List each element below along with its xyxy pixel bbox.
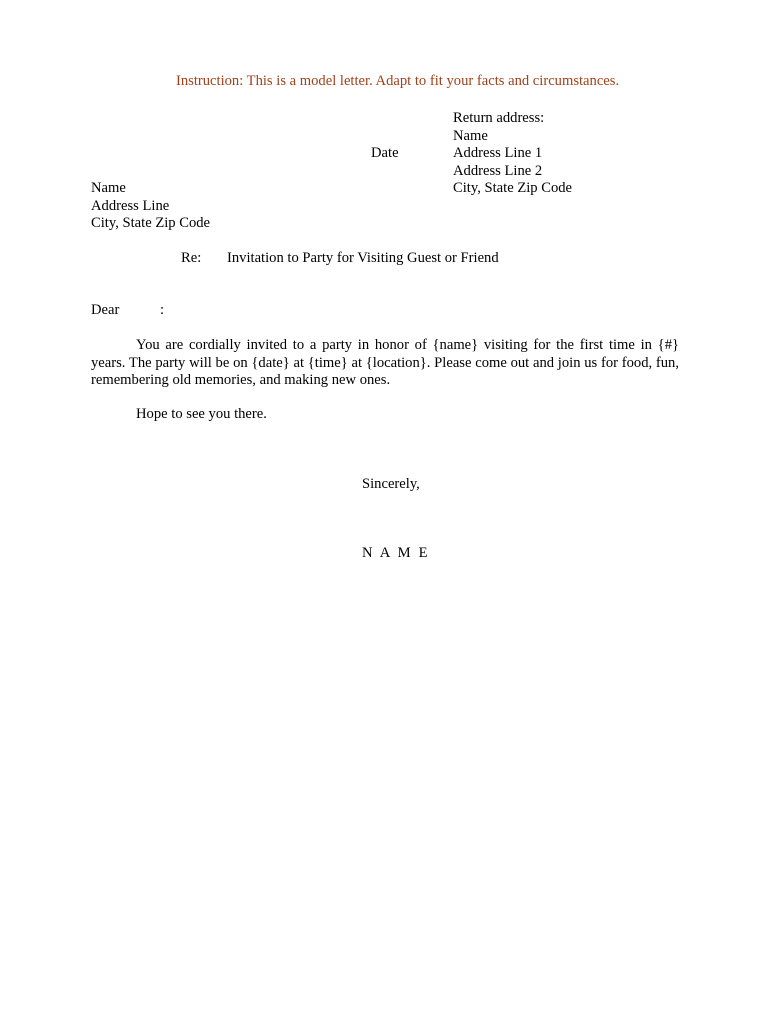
salutation-colon: : (160, 302, 165, 318)
recipient-address-block (91, 180, 210, 233)
return-address-block (453, 110, 572, 198)
letter-date: Date (371, 145, 399, 161)
recipient-name: Name (91, 180, 126, 196)
return-address-label: Return address: (453, 110, 545, 126)
complimentary-close: Sincerely, (362, 476, 420, 492)
closing-remark: Hope to see you there. (136, 406, 267, 422)
return-address-line1: Address Line 1 (453, 145, 543, 161)
return-address-line2: Address Line 2 (453, 162, 543, 179)
body-paragraph: You are cordially invited to a party in honor of {name} visiting for the first time in {#} years. The party will be on {date} at {time} at {location}. Please come out and join us for food, fun, remembering old memories, and making new ones. (91, 337, 679, 388)
signature-name: N A M E (362, 545, 430, 561)
salutation: Dear (91, 302, 120, 318)
return-address-name: Name (453, 127, 488, 144)
recipient-city-state-zip: City, State Zip Code (91, 215, 211, 231)
instruction-note: Instruction: This is a model letter. Adapt to fit your facts and circumstances. (176, 73, 620, 89)
re-label: Re: (181, 250, 202, 266)
re-subject: Invitation to Party for Visiting Guest or Friend (227, 250, 499, 266)
return-address-city-state-zip: City, State Zip Code (453, 180, 573, 196)
recipient-address: Address Line (91, 197, 170, 214)
